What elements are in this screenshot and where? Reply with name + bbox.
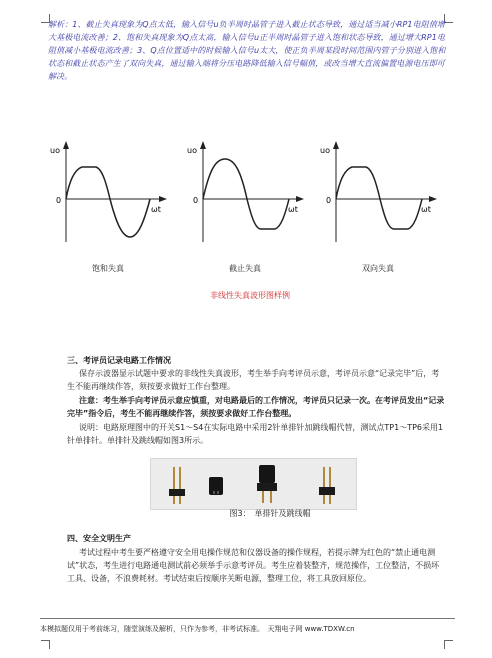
y-label: uo [320, 146, 330, 155]
origin-label: 0 [326, 196, 332, 205]
header-base [319, 487, 335, 495]
pin [323, 467, 325, 489]
footer-divider [40, 618, 455, 619]
jumper-illustration [151, 459, 356, 509]
photo-caption: 图3： 单排针及跳线帽 [229, 509, 311, 518]
x-arrow [429, 196, 437, 202]
waveform-cutoff [185, 137, 305, 247]
y-arrow [333, 141, 339, 149]
header-base [169, 489, 185, 496]
y-label: uo [50, 146, 60, 155]
x-label: ωt [288, 205, 298, 214]
waveform-bidirectional [318, 137, 438, 247]
x-label: ωt [421, 205, 431, 214]
wave-path [203, 159, 289, 229]
pin [173, 467, 175, 491]
footer-text: 本模拟题仅用于考前练习，随堂演练及解析，只作为参考，非考试标准。 天翔电子网 www.TDXW.cn [40, 625, 355, 633]
x-arrow [159, 196, 167, 202]
y-arrow [63, 141, 69, 149]
y-arrow [200, 141, 206, 149]
pin [329, 495, 331, 504]
wave-path [66, 167, 150, 237]
jumper-cap [259, 465, 275, 483]
waveform-saturation [48, 137, 168, 247]
section4-paragraph1: 考试过程中考生要严格遵守安全用电操作规范和仪器设备的操作规程，若提示牌为红色的“禁止通电测试”状态，考生进行电路通电测试前必须举手示意考评员。考生应着装整齐，规范操作，工位整洁，不损坏工具、设备，不浪费耗材。考试结束后按顺序关断电源，整理工位，将工具放回原位。 [67, 548, 440, 583]
origin-label: 0 [56, 196, 62, 205]
graph-caption-bidirectional: 双向失真 [362, 264, 394, 273]
pin [173, 496, 175, 504]
x-label: ωt [151, 205, 161, 214]
pin [270, 491, 272, 503]
section3-paragraph1: 保存示波器显示试题中要求的非线性失真波形，考生举手向考评员示意，考评员示意“记录完毕”后，考生不能再继续作答，须按要求做好工作台整理。 [67, 369, 440, 391]
jumper-photo [150, 458, 357, 510]
crop-mark-bottom-left [41, 640, 50, 649]
analysis-text: 解析：1、截止失真现象为Q点太低，输入信号u负半周时晶管子进入截止状态导致，通过适当减小RP1电阻值增大基极电流改善；2、饱和失真现象为Q点太高，输入信号u正半周时晶管子进入饱和状态导致，通过增大RP1电阻值减小基极电流改善；3、Q点位置适中的时候输入信号u太大，使正负半周某段时间范围内管子分别进入饱和状态和截止状态产生了双向失真，通过输入端将分压电路降低输入信号幅值，或改当增大直流偏置电源电压即可解决。 [48, 20, 446, 81]
x-arrow [296, 196, 304, 202]
section3-paragraph2: 注意：考生举手向考评员示意应慎重，对电路最后的工作情况，考评员只记录一次。在考评员发出“记录完毕”指令后，考生不能再继续作答，须按要求做好工作台整理。 [67, 396, 445, 418]
section4-title: 四、安全文明生产 [67, 534, 131, 543]
graph-caption-cutoff: 截止失真 [229, 264, 261, 273]
crop-mark-bottom-right [444, 640, 453, 649]
jumper-cap [209, 477, 223, 495]
pin [179, 496, 181, 504]
origin-label: 0 [193, 196, 199, 205]
graph-caption-saturation: 饱和失真 [92, 264, 124, 273]
section3-paragraph3: 说明：电路原理图中的开关S1～S4在实际电路中采用2针单排针加跳线帽代替，测试点TP1～TP6采用1针单排针。单排针及跳线帽如图3所示。 [67, 423, 444, 445]
y-label: uo [187, 146, 197, 155]
pin [323, 495, 325, 504]
wave-path [336, 167, 422, 229]
header-base [257, 483, 277, 491]
pin [329, 467, 331, 489]
pin [262, 491, 264, 503]
section3-title: 三、考评员记录电路工作情况 [67, 356, 171, 365]
pin [179, 467, 181, 491]
figure-note: 非线性失真波形图样例 [210, 291, 290, 300]
